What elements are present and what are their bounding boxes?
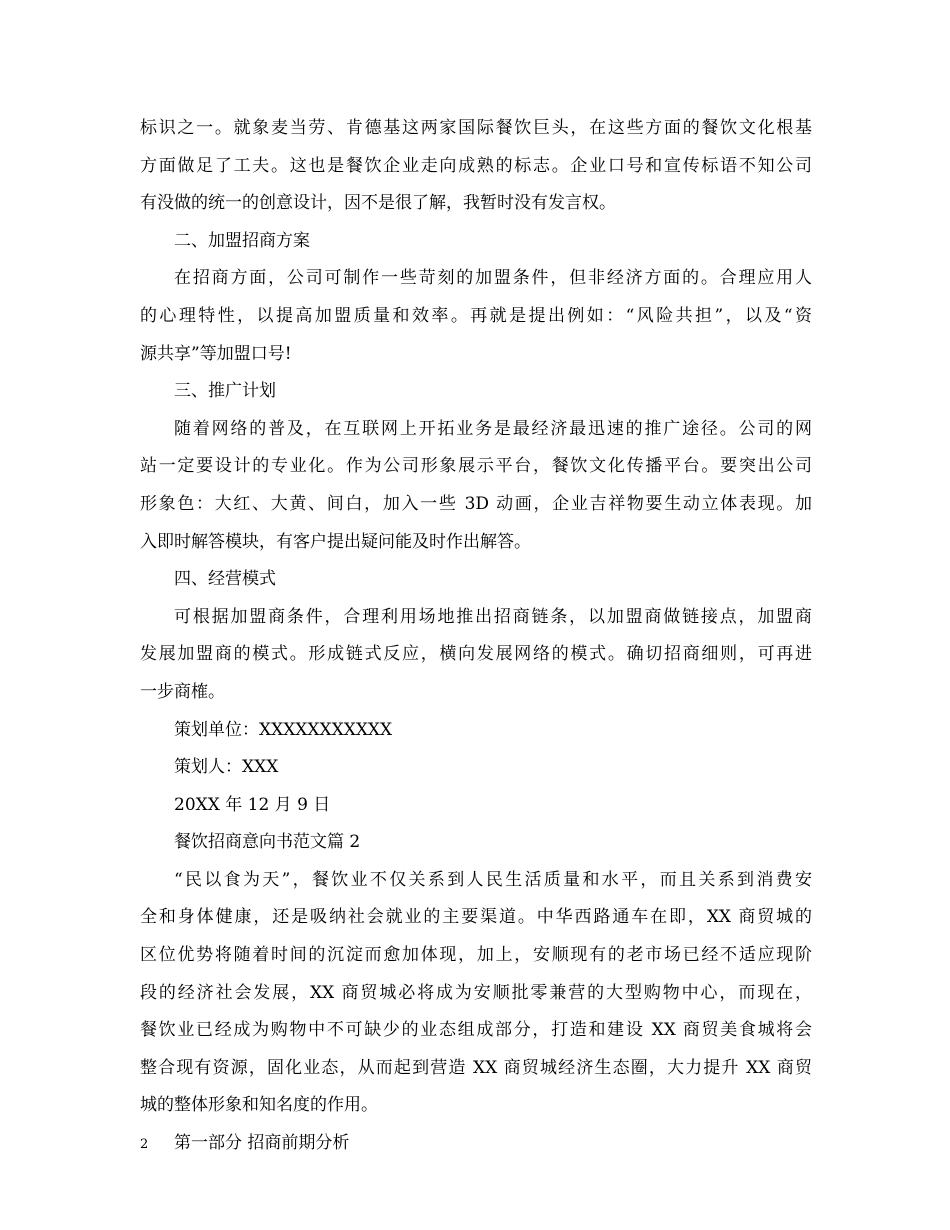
paragraph-line: 站一定要设计的专业化。作为公司形象展示平台，餐饮文化传播平台。要突出公司 [140, 456, 812, 477]
paragraph-line: 随着网络的普及，在互联网上开拓业务是最经济最迅速的推广途径。公司的网 [174, 418, 812, 439]
paragraph-line: 标识之一。就象麦当劳、肯德基这两家国际餐饮巨头，在这些方面的餐饮文化根基 [140, 118, 812, 138]
paragraph-line: 一步商榷。 [140, 681, 225, 702]
paragraph-line: 区位优势将随着时间的沉淀而愈加体现，加上，安顺现有的老市场已经不适应现阶 [140, 945, 812, 966]
paragraph-line: 在招商方面，公司可制作一些苛刻的加盟条件，但非经济方面的。合理应用人 [174, 268, 812, 289]
paragraph-line: 城的整体形象和知名度的作用。 [140, 1095, 378, 1116]
paragraph-line: 的心理特性，以提高加盟质量和效率。再就是提出例如：“风险共担”，以及“资 [140, 305, 812, 326]
document-body [140, 110, 812, 1163]
paragraph-line: 源共享”等加盟口号! [140, 343, 292, 364]
page-number: 2 [140, 1137, 149, 1152]
planner: 策划人：XXX [174, 757, 279, 778]
paragraph-line: 入即时解答模块，有客户提出疑问能及时作出解答。 [140, 531, 531, 552]
paragraph-line: 形象色：大红、大黄、间白，加入一些 3D 动画，企业吉祥物要生动立体表现。加 [140, 493, 812, 514]
paragraph-line: 可根据加盟商条件，合理利用场地推出招商链条，以加盟商做链接点，加盟商 [174, 606, 812, 627]
planning-unit: 策划单位：XXXXXXXXXXX [174, 719, 393, 740]
paragraph-line: “民以食为天”，餐饮业不仅关系到人民生活质量和水平，而且关系到消费安 [174, 869, 812, 890]
paragraph-line: 全和身体健康，还是吸纳社会就业的主要渠道。中华西路通车在即，XX 商贸城的 [140, 907, 812, 928]
paragraph-line: 段的经济社会发展，XX 商贸城必将成为安顺批零兼营的大型购物中心，而现在， [140, 982, 812, 1003]
paragraph-line: 有没做的统一的创意设计，因不是很了解，我暂时没有发言权。 [140, 193, 616, 214]
section-heading: 第一部分 招商前期分析 [174, 1133, 350, 1154]
paragraph-line: 整合现有资源，固化业态，从而起到营造 XX 商贸城经济生态圈，大力提升 XX 商贸 [140, 1057, 812, 1078]
section-heading: 三、推广计划 [174, 381, 276, 402]
paragraph-line: 方面做足了工夫。这也是餐饮企业走向成熟的标志。企业口号和宣传标语不知公司 [140, 155, 812, 176]
paragraph-line: 餐饮业已经成为购物中不可缺少的业态组成部分，打造和建设 XX 商贸美食城将会 [140, 1020, 812, 1041]
paragraph-line: 发展加盟商的模式。形成链式反应，横向发展网络的模式。确切招商细则，可再进 [140, 644, 812, 665]
section-heading: 四、经营模式 [174, 569, 276, 590]
article-title: 餐饮招商意向书范文篇 2 [174, 832, 361, 853]
document-date: 20XX 年 12 月 9 日 [174, 794, 331, 815]
section-heading: 二、加盟招商方案 [174, 230, 310, 251]
